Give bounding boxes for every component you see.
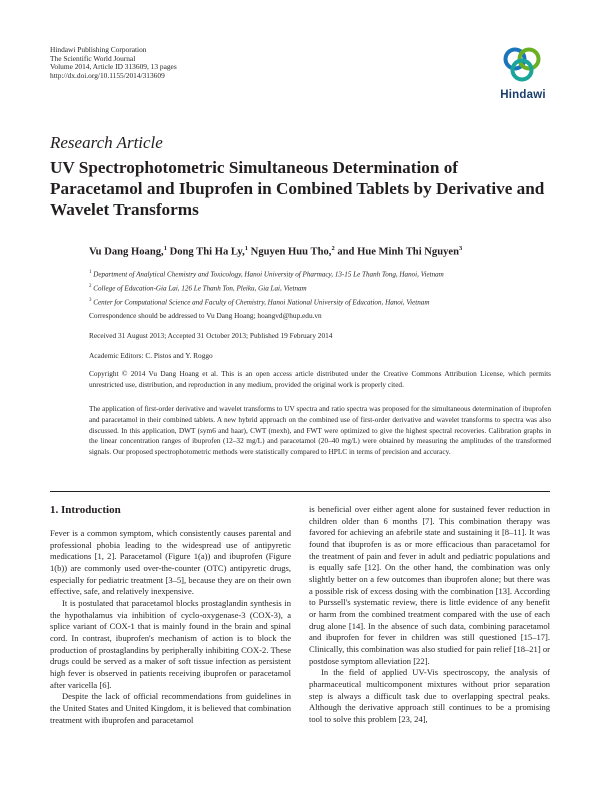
author-name: Dong Thi Ha Ly, [169, 246, 245, 258]
paragraph: It is postulated that paracetamol blocks prostaglandin synthesis in the hypothalamus via inhibition of cyclo-oxygenase-3 (COX-3), a splice variant of COX-1 that is mainly found in the brain and spinal cord. In contrast, ibuprofen's mechanism of action is to block the production of prostaglandins by peripherally inhibiting COX-2. These drugs could be served as a maker of soft tissue infection as persistent high fever is observed in patients receiving ibuprofen or paracetamol after varicella [6]. [50, 597, 291, 690]
article-type: Research Article [50, 133, 163, 152]
paragraph: In the field of applied UV-Vis spectroscopy, the analysis of pharmaceutical multicomponent mixtures without prior separation step is always a difficult task due to overlapping spectral peaks. Although the derivative approach still continues to be a promising tool to solve this problem [23, 24], [309, 667, 550, 724]
author-affiliation-mark: 3 [459, 245, 463, 252]
paragraph: Fever is a common symptom, which consistently causes parental and professional phobia leading to the widespread use of antipyretic medications [1, 2]. Paracetamol (Figure 1(a)) and ibuprofen (Figure 1(b)) are commonly used over-the-counter (OTC) antipyretic drugs, especially for pediatric treatment [3–5], because they are on their own effective, safe, and relatively inexpensive. [50, 528, 291, 597]
paragraph: is beneficial over either agent alone for sustained fever reduction in children older than 6 months [7]. This combination therapy was favored for achieving an afebrile state and sustaining it [8–11]. It was found that ibuprofen is as or more efficacious than paracetamol for the treatment of pain and fever in adult and pediatric populations and is equally safe [12]. On the other hand, the combination was only slightly better on a few outcomes than ibuprofen alone; but there was a possible risk of excess dosing with the combination [13]. According to Purssell's systematic review, there is little evidence of any benefit or harm from the combined treatment compared with the use of each drug alone [14]. In the absence of such data, combining paracetamol and ibuprofen for fever in children was still questioned [15–17]. Clinically, this combination was also studied for pain relief [18–21] or postdose symptom alleviation [22]. [309, 504, 550, 666]
affiliation-mark: 3 [89, 297, 92, 303]
author-affiliation-mark: 1 [163, 245, 167, 252]
body-column-left [50, 528, 291, 726]
affiliation-mark: 2 [89, 283, 92, 289]
doi-link[interactable]: http://dx.doi.org/10.1155/2014/313609 [50, 70, 165, 80]
author-list [89, 245, 462, 258]
affiliation [89, 295, 444, 309]
affiliation-mark: 1 [89, 270, 92, 275]
section-divider [50, 491, 550, 492]
abstract: The application of first-order derivative and wavelet transforms to UV spectra and ratio spectra was proposed for the simultaneous determination of ibuprofen and paracetamol in their combined tablets. A new hybrid approach on the combined use of first-order derivative and wavelet transforms to spectra was also discussed. In this application, DWT (sym6 and haar), CWT (mexh), and FWT were optimized to give the highest spectral recoveries. Calibration graphs in the linear concentration ranges of ibuprofen (12–32 mg/L) and paracetamol (20–40 mg/L) were obtained by measuring the amplitudes of the transformed signals. Our proposed spectrophotometric methods were statistically compared to HPLC in terms of precision and accuracy. [89, 404, 551, 457]
affiliation-text: Department of Analytical Chemistry and Toxicology, Hanoi University of Pharmacy, 13-15 Le Thanh Tong, Hanoi, Vietnam [93, 270, 444, 279]
author-affiliation-mark: 2 [331, 245, 335, 252]
affiliation-list [89, 267, 444, 308]
affiliation [89, 281, 444, 295]
hindawi-logo-text: Hindawi [500, 89, 546, 101]
affiliation-text: College of Education-Gia Lai, 126 Le Thanh Ton, Pleiku, Gia Lai, Vietnam [93, 284, 307, 293]
affiliation-text: Center for Computational Science and Faculty of Chemistry, Hanoi National University of Education, Hanoi, Vietnam [93, 297, 430, 306]
journal-header [50, 46, 177, 80]
author-name: and Hue Minh Thi Nguyen [337, 246, 460, 258]
paragraph: Despite the lack of official recommendations from guidelines in the United States and United Kingdom, it is believed that combination treatment with ibuprofen and paracetamol [50, 691, 291, 725]
affiliation [89, 267, 444, 281]
author-name: Vu Dang Hoang, [89, 246, 164, 258]
copyright-notice: Copyright © 2014 Vu Dang Hoang et al. This is an open access article distributed under the Creative Commons Attribution License, which permits unrestricted use, distribution, and reproduction in any medium, provided the original work is properly cited. [89, 369, 551, 389]
journal-name: The Scientific World Journal [50, 53, 136, 63]
author-name: Nguyen Huu Tho, [250, 246, 332, 258]
author-affiliation-mark: 1 [244, 245, 249, 252]
hindawi-rings-icon [500, 42, 544, 86]
volume-info: Volume 2014, Article ID 313609, 13 pages [50, 62, 177, 72]
hindawi-logo [494, 42, 550, 104]
section-heading: 1. Introduction [50, 504, 121, 516]
publisher-name: Hindawi Publishing Corporation [50, 45, 147, 54]
article-title: UV Spectrophotometric Simultaneous Determination of Paracetamol and Ibuprofen in Combined Tablets by Derivative and Wavelet Transforms [50, 158, 545, 219]
correspondence: Correspondence should be addressed to Vu Dang Hoang; hoangvd@hup.edu.vn [89, 311, 322, 320]
body-column-right [309, 504, 550, 725]
academic-editors: Academic Editors: C. Pistos and Y. Roggo [89, 351, 213, 360]
article-dates: Received 31 August 2013; Accepted 31 October 2013; Published 19 February 2014 [89, 331, 333, 340]
